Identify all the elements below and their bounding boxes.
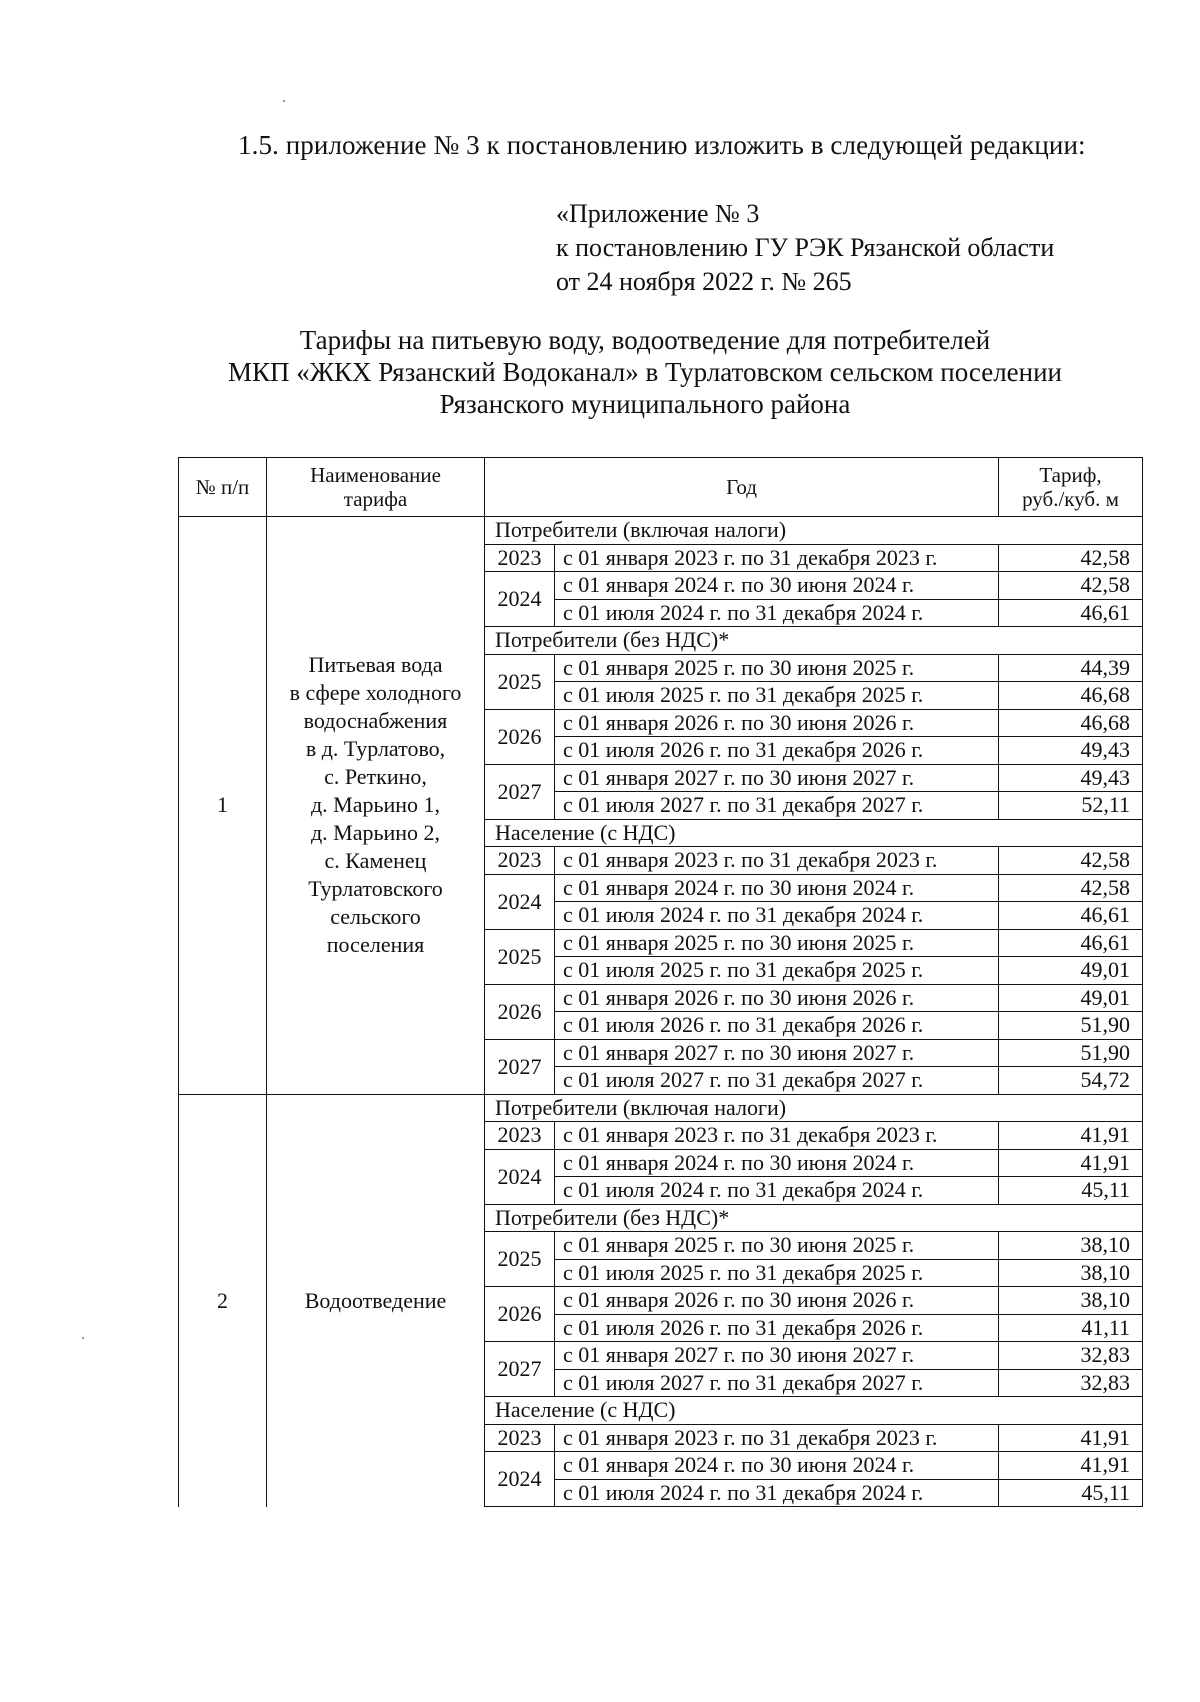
period-cell: с 01 января 2024 г. по 30 июня 2024 г. — [555, 1452, 999, 1480]
scan-speck — [82, 1337, 84, 1339]
period-cell: с 01 июля 2024 г. по 31 декабря 2024 г. — [555, 1177, 999, 1205]
year-cell: 2024 — [485, 1149, 555, 1204]
period-cell: с 01 июля 2024 г. по 31 декабря 2024 г. — [555, 1479, 999, 1507]
year-cell: 2026 — [485, 984, 555, 1039]
row-1-name-line: с. Каменец — [324, 848, 427, 874]
period-cell: с 01 января 2026 г. по 30 июня 2026 г. — [555, 709, 999, 737]
tariff-value: 42,58 — [999, 874, 1143, 902]
period-cell: с 01 июля 2025 г. по 31 декабря 2025 г. — [555, 957, 999, 985]
header-name — [267, 458, 485, 517]
tariff-value: 52,11 — [999, 792, 1143, 820]
period-cell: с 01 января 2025 г. по 30 июня 2025 г. — [555, 654, 999, 682]
appendix-line-3: от 24 ноября 2022 г. № 265 — [556, 267, 852, 296]
row-1-name-line: в д. Турлатово, — [305, 736, 446, 762]
tariff-value: 54,72 — [999, 1067, 1143, 1095]
period-cell: с 01 июля 2024 г. по 31 декабря 2024 г. — [555, 599, 999, 627]
tariff-value: 51,90 — [999, 1012, 1143, 1040]
period-cell: с 01 июля 2025 г. по 31 декабря 2025 г. — [555, 1259, 999, 1287]
period-cell: с 01 января 2026 г. по 30 июня 2026 г. — [555, 984, 999, 1012]
tariff-value: 49,01 — [999, 957, 1143, 985]
row-1-number: 1 — [179, 517, 267, 1095]
year-cell: 2026 — [485, 709, 555, 764]
header-num: № п/п — [179, 458, 267, 517]
year-cell: 2025 — [485, 654, 555, 709]
period-cell: с 01 января 2023 г. по 31 декабря 2023 г. — [555, 1424, 999, 1452]
header-name-line-1: Наименование — [310, 463, 441, 487]
tariff-value: 49,01 — [999, 984, 1143, 1012]
year-cell: 2023 — [485, 1122, 555, 1150]
period-cell: с 01 января 2023 г. по 31 декабря 2023 г. — [555, 544, 999, 572]
year-cell: 2026 — [485, 1287, 555, 1342]
header-year: Год — [485, 458, 999, 517]
tariff-value: 41,91 — [999, 1122, 1143, 1150]
year-cell: 2023 — [485, 847, 555, 875]
year-cell: 2024 — [485, 572, 555, 627]
period-cell: с 01 июля 2026 г. по 31 декабря 2026 г. — [555, 1012, 999, 1040]
section-no-vat: Потребители (без НДС)* — [485, 1204, 1143, 1232]
document-title — [0, 324, 1200, 420]
appendix-line-2: к постановлению ГУ РЭК Рязанской области — [556, 233, 1055, 262]
section-no-vat: Потребители (без НДС)* — [485, 627, 1143, 655]
row-1-tariff-name — [267, 517, 485, 1095]
header-tariff-line-2: руб./куб. м — [1022, 487, 1119, 511]
tariff-value: 41,91 — [999, 1149, 1143, 1177]
table-row — [179, 1094, 1143, 1122]
year-cell: 2023 — [485, 544, 555, 572]
tariff-value: 41,91 — [999, 1452, 1143, 1480]
year-cell: 2024 — [485, 874, 555, 929]
tariff-value: 49,43 — [999, 737, 1143, 765]
tariff-value: 41,11 — [999, 1314, 1143, 1342]
table-row — [179, 517, 1143, 545]
year-cell: 2025 — [485, 929, 555, 984]
tariff-value: 49,43 — [999, 764, 1143, 792]
year-cell: 2027 — [485, 764, 555, 819]
tariff-value: 42,58 — [999, 847, 1143, 875]
period-cell: с 01 июля 2024 г. по 31 декабря 2024 г. — [555, 902, 999, 930]
row-1-name-line: в сфере холодного — [289, 680, 462, 706]
period-cell: с 01 июля 2027 г. по 31 декабря 2027 г. — [555, 1369, 999, 1397]
tariff-table — [178, 457, 1143, 1507]
section-population: Население (с НДС) — [485, 819, 1143, 847]
period-cell: с 01 января 2024 г. по 30 июня 2024 г. — [555, 874, 999, 902]
tariff-value: 32,83 — [999, 1369, 1143, 1397]
period-cell: с 01 января 2026 г. по 30 июня 2026 г. — [555, 1287, 999, 1315]
tariff-value: 42,58 — [999, 572, 1143, 600]
year-cell: 2025 — [485, 1232, 555, 1287]
period-cell: с 01 января 2025 г. по 30 июня 2025 г. — [555, 929, 999, 957]
appendix-reference — [556, 197, 1054, 299]
year-cell: 2024 — [485, 1452, 555, 1507]
tariff-value: 38,10 — [999, 1259, 1143, 1287]
period-cell: с 01 января 2027 г. по 30 июня 2027 г. — [555, 764, 999, 792]
period-cell: с 01 июля 2027 г. по 31 декабря 2027 г. — [555, 1067, 999, 1095]
period-cell: с 01 января 2027 г. по 30 июня 2027 г. — [555, 1039, 999, 1067]
row-1-name-line: Турлатовского — [308, 876, 443, 902]
section-with-taxes: Потребители (включая налоги) — [485, 517, 1143, 545]
row-1-name-line: водоснабжения — [303, 708, 448, 734]
year-cell: 2027 — [485, 1342, 555, 1397]
period-cell: с 01 января 2023 г. по 31 декабря 2023 г. — [555, 847, 999, 875]
period-cell: с 01 января 2024 г. по 30 июня 2024 г. — [555, 572, 999, 600]
row-2-number: 2 — [179, 1094, 267, 1507]
title-line-1: Тарифы на питьевую воду, водоотведение для потребителей — [299, 325, 991, 355]
tariff-value: 46,61 — [999, 902, 1143, 930]
year-cell: 2023 — [485, 1424, 555, 1452]
tariff-value: 46,61 — [999, 929, 1143, 957]
title-line-2: МКП «ЖКХ Рязанский Водоканал» в Турлатовском сельском поселении — [227, 357, 1063, 387]
section-with-taxes: Потребители (включая налоги) — [485, 1094, 1143, 1122]
row-1-name-line: поселения — [326, 932, 425, 958]
row-1-name-line: д. Марьино 2, — [310, 820, 441, 846]
tariff-value: 45,11 — [999, 1479, 1143, 1507]
tariff-value: 32,83 — [999, 1342, 1143, 1370]
row-1-name-line: Питьевая вода — [308, 652, 443, 678]
tariff-value: 42,58 — [999, 544, 1143, 572]
year-cell: 2027 — [485, 1039, 555, 1094]
row-1-name-line: с. Реткино, — [324, 764, 427, 790]
period-cell: с 01 июля 2027 г. по 31 декабря 2027 г. — [555, 792, 999, 820]
header-tariff-line-1: Тариф, — [1039, 463, 1102, 487]
period-cell: с 01 января 2024 г. по 30 июня 2024 г. — [555, 1149, 999, 1177]
period-cell: с 01 января 2027 г. по 30 июня 2027 г. — [555, 1342, 999, 1370]
section-population: Население (с НДС) — [485, 1397, 1143, 1425]
row-2-tariff-name: Водоотведение — [267, 1094, 485, 1507]
tariff-value: 51,90 — [999, 1039, 1143, 1067]
tariff-value: 44,39 — [999, 654, 1143, 682]
period-cell: с 01 июля 2025 г. по 31 декабря 2025 г. — [555, 682, 999, 710]
row-1-name-line: д. Марьино 1, — [310, 792, 441, 818]
tariff-value: 46,61 — [999, 599, 1143, 627]
period-cell: с 01 июля 2026 г. по 31 декабря 2026 г. — [555, 1314, 999, 1342]
period-cell: с 01 января 2025 г. по 30 июня 2025 г. — [555, 1232, 999, 1260]
title-line-3: Рязанского муниципального района — [439, 389, 851, 419]
tariff-value: 46,68 — [999, 682, 1143, 710]
period-cell: с 01 июля 2026 г. по 31 декабря 2026 г. — [555, 737, 999, 765]
tariff-value: 41,91 — [999, 1424, 1143, 1452]
period-cell: с 01 января 2023 г. по 31 декабря 2023 г. — [555, 1122, 999, 1150]
header-tariff — [999, 458, 1143, 517]
tariff-value: 38,10 — [999, 1232, 1143, 1260]
scan-speck — [283, 100, 285, 102]
intro-text: 1.5. приложение № 3 к постановлению изложить в следующей редакции: — [238, 130, 1086, 160]
tariff-value: 46,68 — [999, 709, 1143, 737]
appendix-line-1: «Приложение № 3 — [556, 199, 760, 228]
tariff-value: 38,10 — [999, 1287, 1143, 1315]
tariff-value: 45,11 — [999, 1177, 1143, 1205]
table-header-row — [179, 458, 1143, 517]
header-name-line-2: тарифа — [343, 487, 408, 511]
row-1-name-line: сельского — [330, 904, 421, 930]
